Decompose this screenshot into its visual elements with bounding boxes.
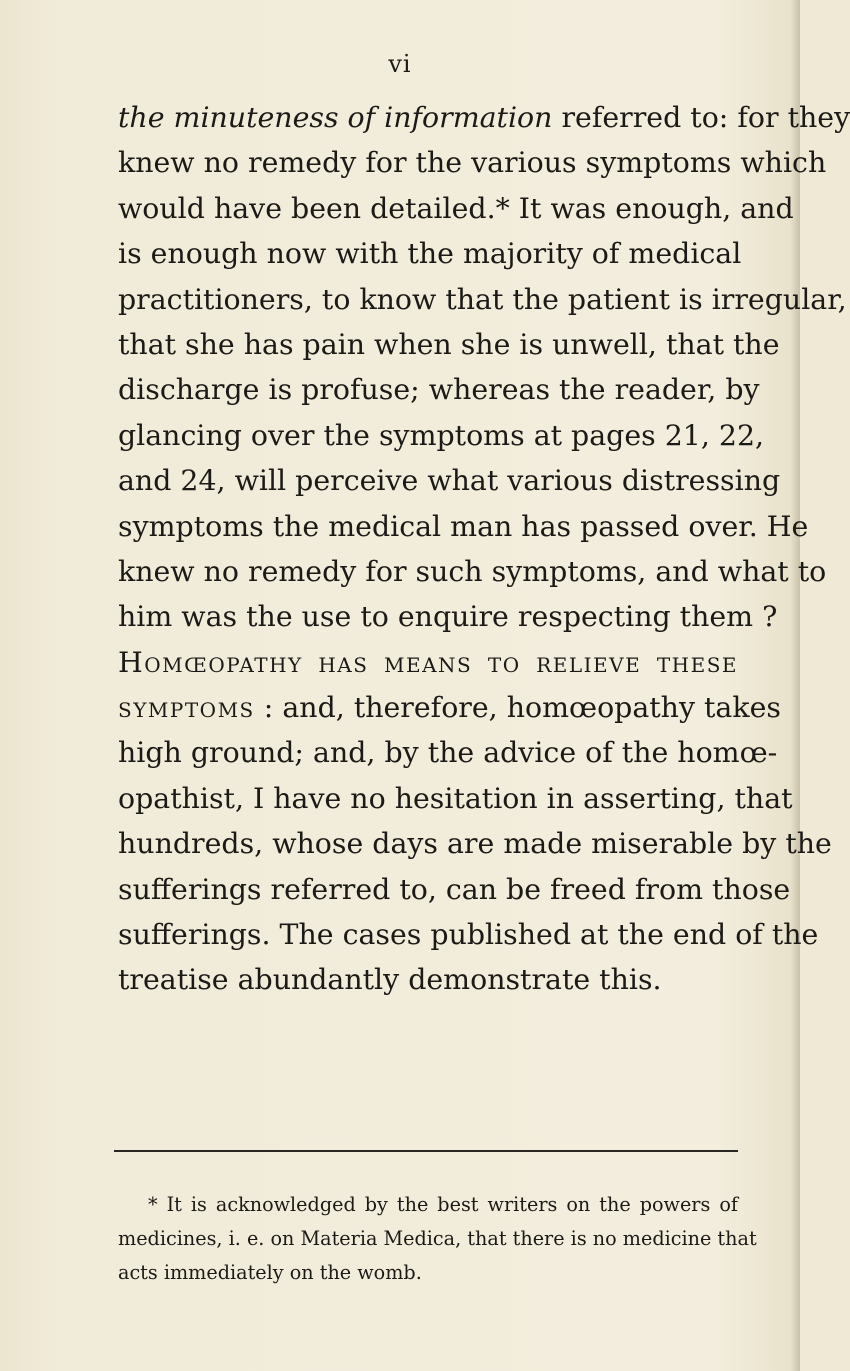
footnote-line: medicines, i. e. on Materia Medica, that there is no medicine that: [118, 1227, 757, 1250]
line-text: referred to: for they: [552, 101, 850, 134]
page-number: vi: [388, 50, 412, 78]
line-text: : and, therefore, homœopathy takes: [254, 691, 781, 725]
footnote-divider: [114, 1150, 738, 1152]
text-line: is enough now with the majority of medical: [118, 237, 742, 271]
text-line: discharge is profuse; whereas the reader, by: [118, 373, 760, 407]
text-line: [118, 685, 781, 730]
text-line: [118, 640, 738, 685]
text-line: knew no remedy for the various symptoms which: [118, 146, 827, 180]
text-line: treatise abundantly demonstrate this.: [118, 963, 662, 997]
text-line: sufferings referred to, can be freed from those: [118, 872, 791, 906]
small-caps-word: symptoms: [118, 691, 255, 725]
text-line: symptoms the medical man has passed over. He: [118, 509, 809, 543]
small-caps-heading: Homœopathy has means to relieve these: [118, 645, 738, 679]
text-line: glancing over the symptoms at pages 21, 22,: [118, 418, 765, 452]
footnote: [118, 1188, 757, 1290]
text-line: opathist, I have no hesitation in asserting, that: [118, 781, 793, 815]
footnote-line: * It is acknowledged by the best writers on the powers of: [148, 1193, 738, 1216]
text-line: would have been detailed.* It was enough, and: [118, 191, 794, 225]
text-line: practitioners, to know that the patient is irregular,: [118, 282, 847, 316]
text-line: and 24, will perceive what various distressing: [118, 464, 781, 498]
text-line: knew no remedy for such symptoms, and what to: [118, 554, 827, 588]
italic-phrase: the minuteness of information: [118, 101, 553, 134]
footnote-line: acts immediately on the womb.: [118, 1261, 422, 1284]
text-line: sufferings. The cases published at the end of the: [118, 918, 819, 952]
text-line: hundreds, whose days are made miserable by the: [118, 827, 832, 861]
text-line: him was the use to enquire respecting them ?: [118, 600, 778, 634]
text-line: high ground; and, by the advice of the homœ-: [118, 736, 778, 770]
body-text: [118, 95, 850, 1003]
text-line: that she has pain when she is unwell, that the: [118, 327, 780, 361]
text-line: [118, 95, 850, 140]
